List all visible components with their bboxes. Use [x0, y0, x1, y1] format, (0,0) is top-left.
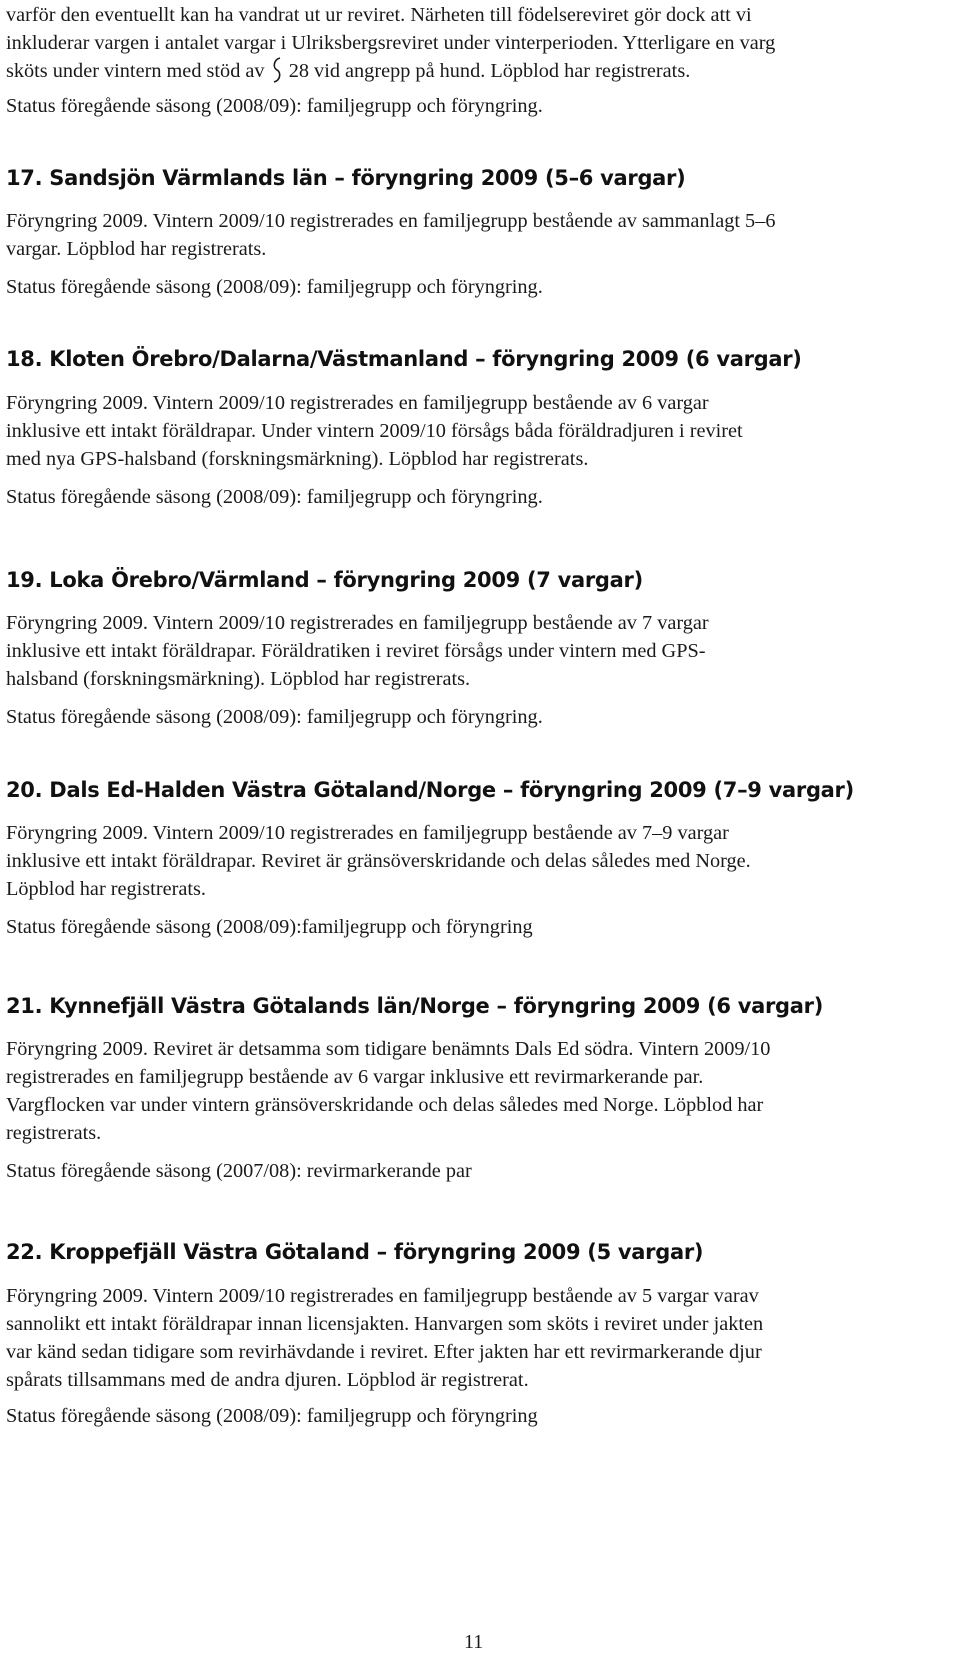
section-heading: 21. Kynnefjäll Västra Götalands län/Norge – föryngring 2009 (6 vargar) [6, 994, 824, 1018]
section-heading: 22. Kroppefjäll Västra Götaland – föryngring 2009 (5 vargar) [6, 1240, 704, 1264]
text-segment: 28 vid angrepp på hund. Löpblod har registrerats. [288, 60, 691, 82]
text-line: inklusive ett intakt föräldrapar. Reviret är gränsöverskridande och delas således med Norge. [6, 850, 751, 872]
text-line: Föryngring 2009. Reviret är detsamma som tidigare benämnts Dals Ed södra. Vintern 2009/10 [6, 1038, 771, 1060]
paragraph-section-icon [270, 57, 284, 83]
status-line: Status föregående säsong (2007/08): revirmarkerande par [6, 1160, 472, 1182]
text-line: Vargflocken var under vintern gränsöverskridande och delas således med Norge. Löpblod har [6, 1094, 764, 1116]
text-line: Föryngring 2009. Vintern 2009/10 registrerades en familjegrupp bestående av 7–9 vargar [6, 822, 729, 844]
intro-paragraph [6, 1, 956, 85]
text-segment: sköts under vintern med stöd av [6, 60, 265, 82]
text-line: Föryngring 2009. Vintern 2009/10 registrerades en familjegrupp bestående av 6 vargar [6, 392, 709, 414]
text-line: Löpblod har registrerats. [6, 878, 206, 900]
section-body [6, 389, 958, 473]
section-heading: 20. Dals Ed-Halden Västra Götaland/Norge – föryngring 2009 (7–9 vargar) [6, 778, 854, 802]
section-heading: 17. Sandsjön Värmlands län – föryngring 2009 (5–6 vargar) [6, 166, 686, 190]
status-line: Status föregående säsong (2008/09): familjegrupp och föryngring. [6, 95, 543, 117]
text-line: var känd sedan tidigare som revirhävdande i reviret. Efter jakten har ett revirmarkerande djur [6, 1341, 762, 1363]
section-heading: 18. Kloten Örebro/Dalarna/Västmanland – föryngring 2009 (6 vargar) [6, 347, 802, 371]
text-line: spårats tillsammans med de andra djuren. Löpblod är registrerat. [6, 1369, 529, 1391]
text-line: varför den eventuellt kan ha vandrat ut ur reviret. Närheten till födelsereviret gör dock att vi [6, 4, 752, 26]
text-line: inklusive ett intakt föräldrapar. Föräldratiken i reviret försågs under vintern med GPS- [6, 640, 706, 662]
section-body [6, 609, 958, 693]
text-line: Föryngring 2009. Vintern 2009/10 registrerades en familjegrupp bestående av sammanlagt 5–6 [6, 210, 776, 232]
text-line: registrerades en familjegrupp bestående av 6 vargar inklusive ett revirmarkerande par. [6, 1066, 704, 1088]
page-number: 11 [464, 1631, 484, 1653]
text-line [6, 57, 956, 85]
text-line: med nya GPS-halsband (forskningsmärkning). Löpblod har registrerats. [6, 448, 589, 470]
section-body [6, 1282, 958, 1394]
section-body [6, 207, 958, 263]
status-line: Status föregående säsong (2008/09): familjegrupp och föryngring [6, 1405, 538, 1427]
text-line: vargar. Löpblod har registrerats. [6, 238, 267, 260]
text-line: halsband (forskningsmärkning). Löpblod har registrerats. [6, 668, 471, 690]
text-line: inkluderar vargen i antalet vargar i Ulriksbergsreviret under vinterperioden. Ytterligare en varg [6, 32, 776, 54]
text-line: Föryngring 2009. Vintern 2009/10 registrerades en familjegrupp bestående av 5 vargar varav [6, 1285, 759, 1307]
section-body [6, 1035, 958, 1147]
status-line: Status föregående säsong (2008/09):familjegrupp och föryngring [6, 916, 533, 938]
status-line: Status föregående säsong (2008/09): familjegrupp och föryngring. [6, 486, 543, 508]
text-line: sannolikt ett intakt föräldrapar innan licensjakten. Hanvargen som sköts i reviret under jakten [6, 1313, 764, 1335]
status-line: Status föregående säsong (2008/09): familjegrupp och föryngring. [6, 276, 543, 298]
text-line: inklusive ett intakt föräldrapar. Under vintern 2009/10 försågs båda föräldradjuren i reviret [6, 420, 743, 442]
text-line: registrerats. [6, 1122, 102, 1144]
section-body [6, 819, 958, 903]
section-heading: 19. Loka Örebro/Värmland – föryngring 2009 (7 vargar) [6, 568, 643, 592]
status-line: Status föregående säsong (2008/09): familjegrupp och föryngring. [6, 706, 543, 728]
text-line: Föryngring 2009. Vintern 2009/10 registrerades en familjegrupp bestående av 7 vargar [6, 612, 709, 634]
